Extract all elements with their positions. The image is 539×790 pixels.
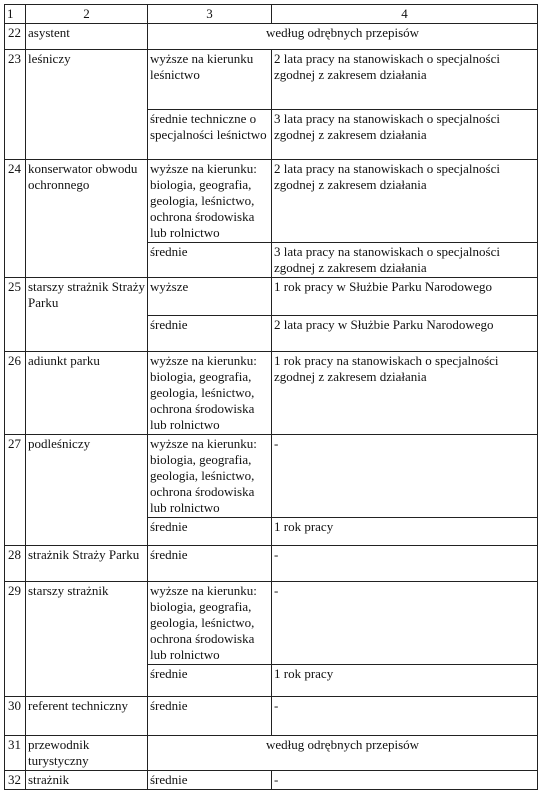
education-cell: wyższe na kierunku leśnictwo (148, 50, 272, 110)
table-row (5, 697, 538, 736)
education-cell: średnie (148, 697, 272, 736)
experience-cell: - (272, 546, 538, 582)
row-number: 27 (5, 435, 26, 546)
table-row (5, 546, 538, 582)
table-row (5, 24, 538, 50)
position-cell: leśniczy (26, 50, 148, 160)
education-cell: średnie (148, 665, 272, 697)
header-row (5, 5, 538, 24)
table-row (5, 736, 538, 771)
row-number: 29 (5, 582, 26, 697)
row-number: 23 (5, 50, 26, 160)
education-cell: średnie (148, 771, 272, 790)
row-number: 28 (5, 546, 26, 582)
education-cell: wyższe na kierunku: biologia, geografia, geologia, leśnictwo, ochrona środowiska lub rolnictwo (148, 582, 272, 665)
experience-cell: 2 lata pracy w Służbie Parku Narodowego (272, 316, 538, 352)
table-row (5, 160, 538, 243)
position-cell: starszy strażnik Straży Parku (26, 278, 148, 352)
position-cell: strażnik (26, 771, 148, 790)
experience-cell: 1 rok pracy (272, 665, 538, 697)
experience-cell: 1 rok pracy (272, 518, 538, 546)
education-cell: średnie techniczne o specjalności leśnictwo (148, 110, 272, 160)
table-row (5, 50, 538, 110)
row-number: 22 (5, 24, 26, 50)
position-cell: referent techniczny (26, 697, 148, 736)
experience-cell: - (272, 582, 538, 665)
row-number: 26 (5, 352, 26, 435)
position-cell: przewodnik turystyczny (26, 736, 148, 771)
row-number: 24 (5, 160, 26, 278)
position-cell: starszy strażnik (26, 582, 148, 697)
education-cell: średnie (148, 316, 272, 352)
experience-cell: 2 lata pracy na stanowiskach o specjalności zgodnej z zakresem działania (272, 50, 538, 110)
column-header: 4 (272, 5, 538, 24)
experience-cell: - (272, 771, 538, 790)
table-row (5, 771, 538, 790)
requirement-cell: według odrębnych przepisów (148, 24, 538, 50)
education-cell: wyższe na kierunku: biologia, geografia, geologia, leśnictwo, ochrona środowiska lub rolnictwo (148, 352, 272, 435)
education-cell: wyższe na kierunku: biologia, geografia, geologia, leśnictwo, ochrona środowiska lub rolnictwo (148, 160, 272, 243)
education-cell: wyższe na kierunku: biologia, geografia, geologia, leśnictwo, ochrona środowiska lub rolnictwo (148, 435, 272, 518)
education-cell: wyższe (148, 278, 272, 316)
column-header: 2 (26, 5, 148, 24)
experience-cell: 3 lata pracy na stanowiskach o specjalności zgodnej z zakresem działania (272, 243, 538, 278)
experience-cell: - (272, 697, 538, 736)
experience-cell: 2 lata pracy na stanowiskach o specjalności zgodnej z zakresem działania (272, 160, 538, 243)
table-row (5, 352, 538, 435)
experience-cell: 3 lata pracy na stanowiskach o specjalności zgodnej z zakresem działania (272, 110, 538, 160)
experience-cell: - (272, 435, 538, 518)
position-cell: podleśniczy (26, 435, 148, 546)
position-cell: asystent (26, 24, 148, 50)
row-number: 30 (5, 697, 26, 736)
experience-cell: 1 rok pracy w Służbie Parku Narodowego (272, 278, 538, 316)
experience-cell: 1 rok pracy na stanowiskach o specjalności zgodnej z zakresem działania (272, 352, 538, 435)
position-cell: adiunkt parku (26, 352, 148, 435)
column-header: 1 (5, 5, 26, 24)
qualifications-table (4, 4, 538, 790)
row-number: 31 (5, 736, 26, 771)
column-header: 3 (148, 5, 272, 24)
table-row (5, 278, 538, 316)
row-number: 25 (5, 278, 26, 352)
education-cell: średnie (148, 518, 272, 546)
requirement-cell: według odrębnych przepisów (148, 736, 538, 771)
position-cell: strażnik Straży Parku (26, 546, 148, 582)
education-cell: średnie (148, 546, 272, 582)
row-number: 32 (5, 771, 26, 790)
position-cell: konserwator obwodu ochronnego (26, 160, 148, 278)
table-row (5, 582, 538, 665)
education-cell: średnie (148, 243, 272, 278)
table-row (5, 435, 538, 518)
